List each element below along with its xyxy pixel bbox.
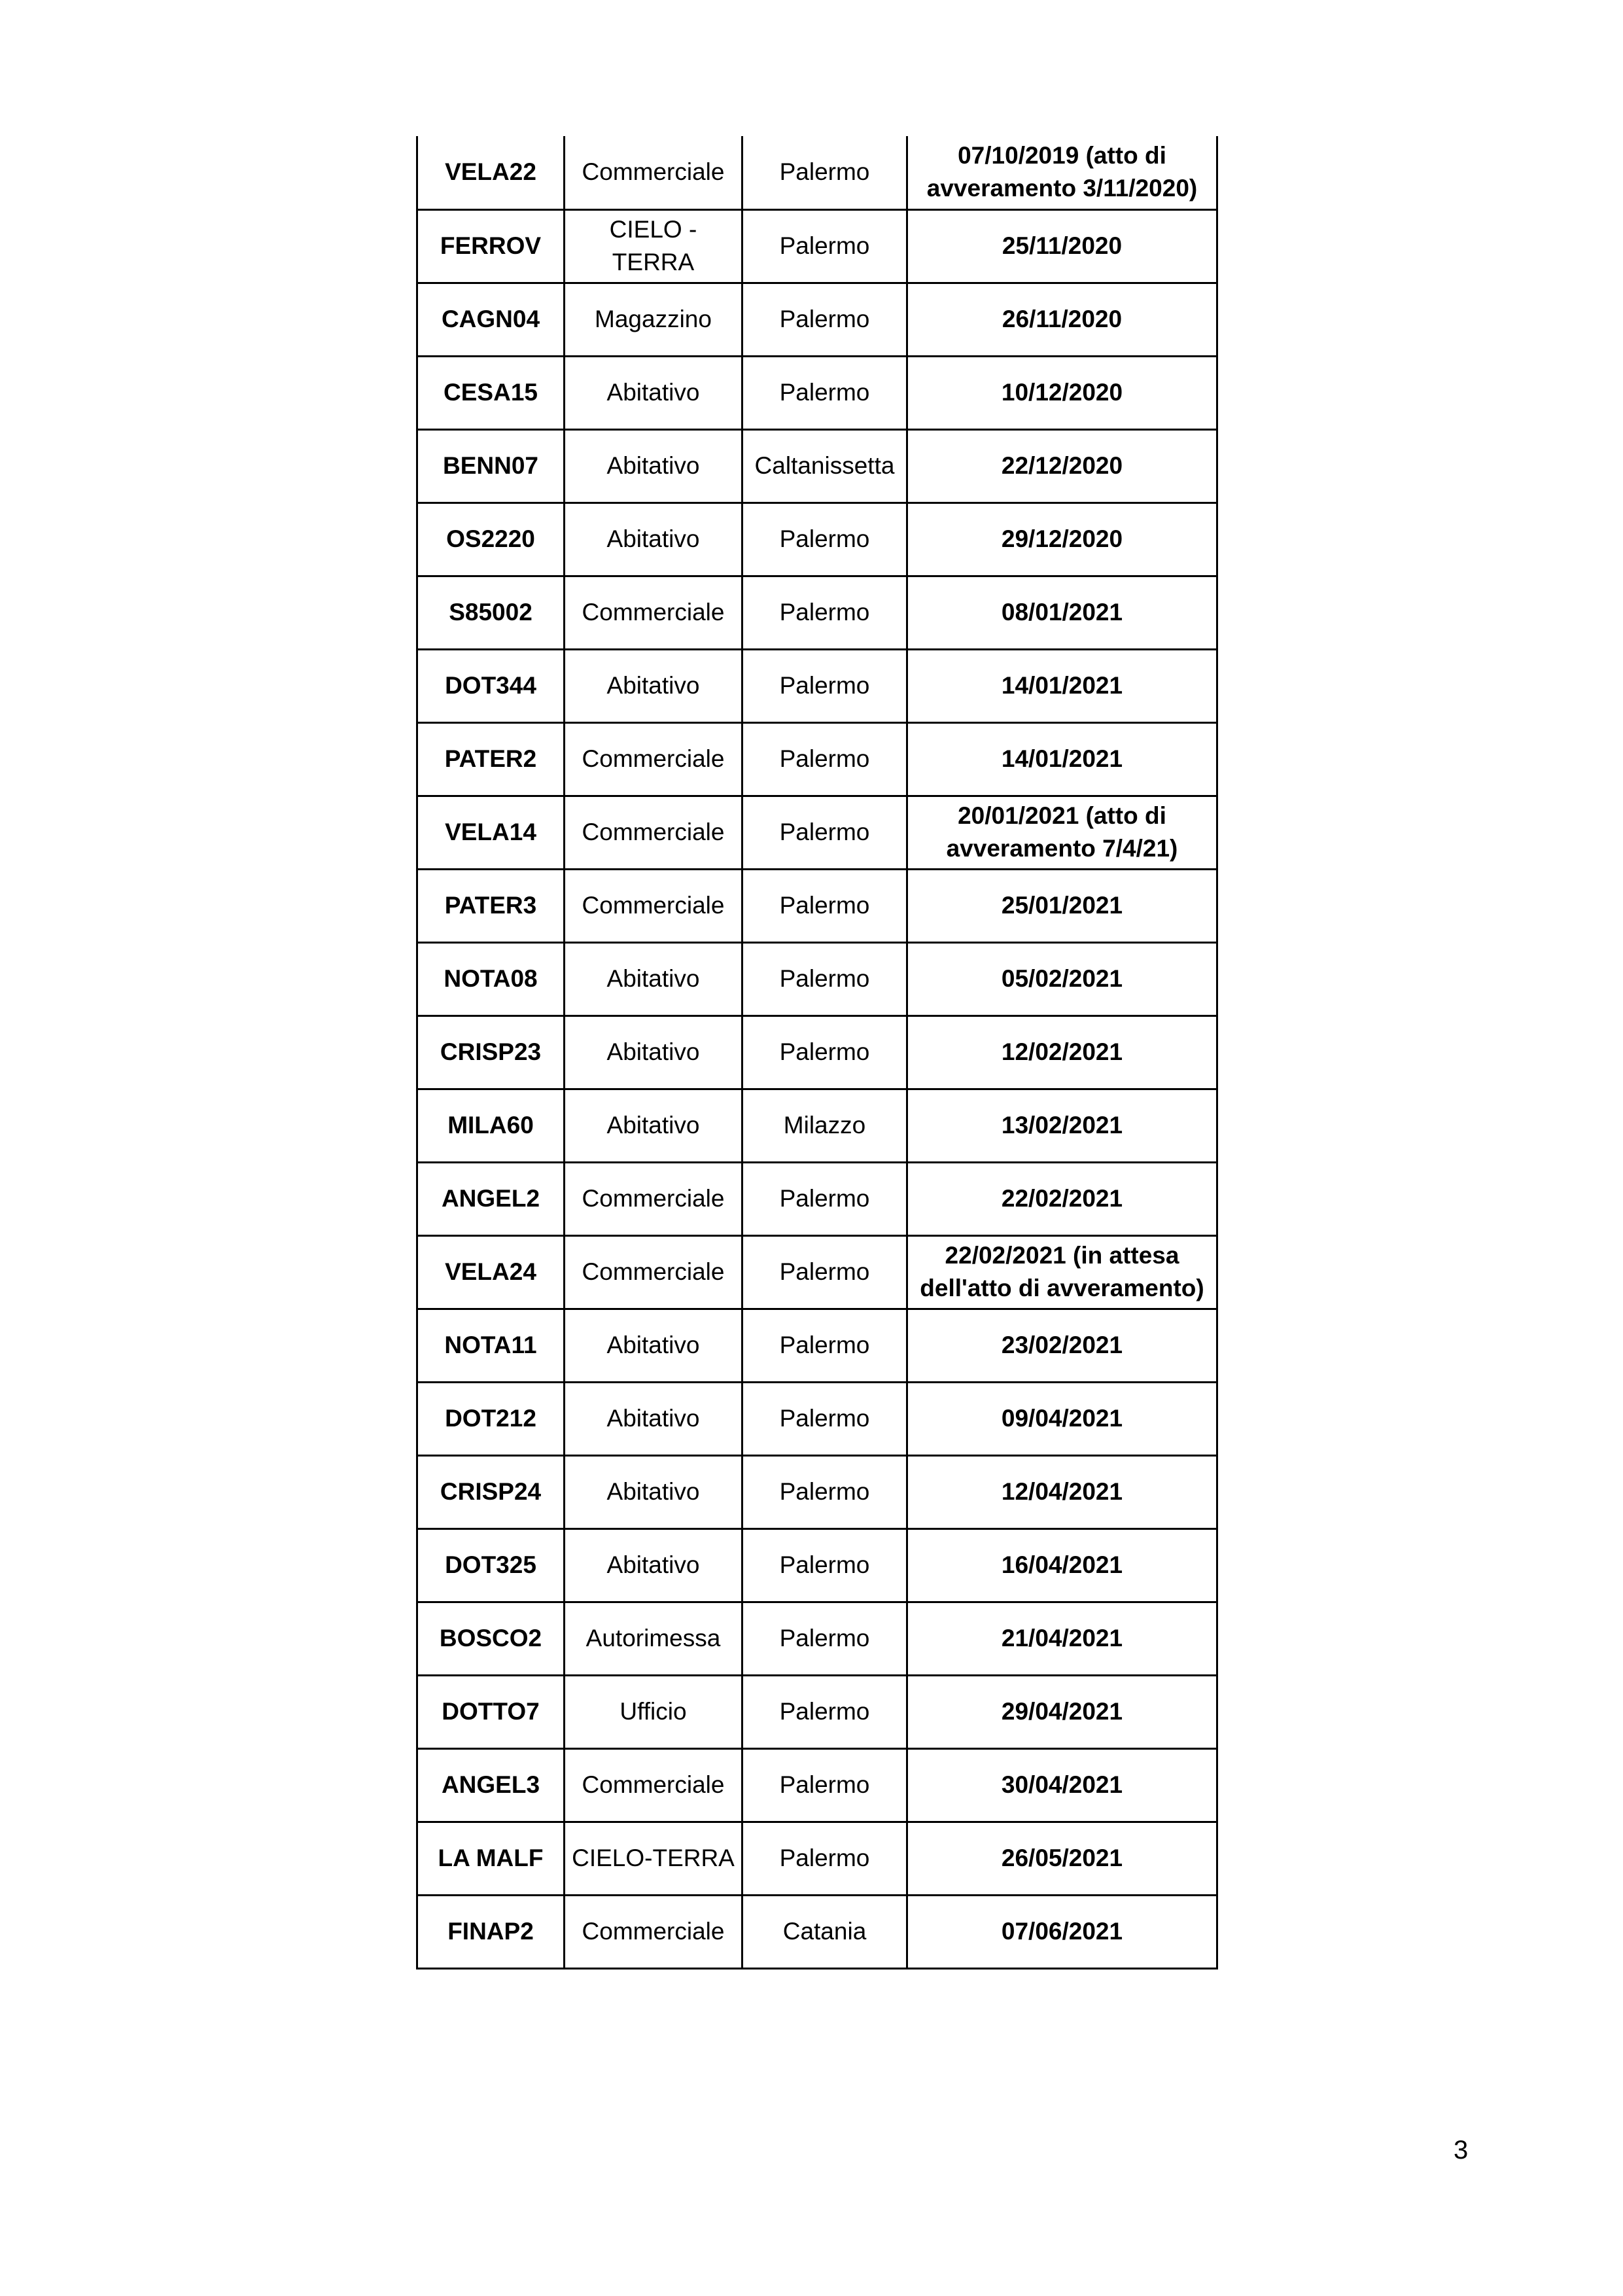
property-table (416, 136, 1218, 1969)
table-row (417, 1382, 1217, 1455)
code-cell: MILA60 (417, 1089, 565, 1162)
table-row (417, 1602, 1217, 1675)
type-cell: Abitativo (565, 1089, 742, 1162)
date-cell: 29/04/2021 (907, 1675, 1217, 1748)
type-cell: Abitativo (565, 503, 742, 576)
type-cell: Commerciale (565, 1895, 742, 1968)
table-row (417, 1309, 1217, 1382)
city-cell: Palermo (742, 1309, 907, 1382)
table-row (417, 1016, 1217, 1089)
date-cell: 20/01/2021 (atto di avveramento 7/4/21) (907, 796, 1217, 869)
city-cell: Palermo (742, 1602, 907, 1675)
date-cell: 05/02/2021 (907, 942, 1217, 1016)
type-cell: Commerciale (565, 576, 742, 649)
table-row (417, 429, 1217, 503)
code-cell: LA MALF (417, 1822, 565, 1895)
table-row (417, 1089, 1217, 1162)
code-cell: DOT212 (417, 1382, 565, 1455)
code-cell: DOTTO7 (417, 1675, 565, 1748)
type-cell: Abitativo (565, 1016, 742, 1089)
city-cell: Palermo (742, 1822, 907, 1895)
table-row (417, 356, 1217, 429)
date-cell: 22/02/2021 (907, 1162, 1217, 1235)
type-cell: Commerciale (565, 136, 742, 209)
city-cell: Palermo (742, 1675, 907, 1748)
table-row (417, 1235, 1217, 1309)
table-row (417, 869, 1217, 942)
table-row (417, 722, 1217, 796)
code-cell: BOSCO2 (417, 1602, 565, 1675)
city-cell: Palermo (742, 722, 907, 796)
code-cell: VELA14 (417, 796, 565, 869)
table-row (417, 283, 1217, 356)
code-cell: S85002 (417, 576, 565, 649)
table-row (417, 796, 1217, 869)
type-cell: CIELO-TERRA (565, 1822, 742, 1895)
type-cell: Commerciale (565, 1235, 742, 1309)
table-row (417, 209, 1217, 283)
code-cell: CESA15 (417, 356, 565, 429)
type-cell: Abitativo (565, 1382, 742, 1455)
date-cell: 25/11/2020 (907, 209, 1217, 283)
type-cell: Autorimessa (565, 1602, 742, 1675)
code-cell: CRISP24 (417, 1455, 565, 1528)
city-cell: Palermo (742, 356, 907, 429)
date-cell: 10/12/2020 (907, 356, 1217, 429)
table-row (417, 1162, 1217, 1235)
date-cell: 09/04/2021 (907, 1382, 1217, 1455)
type-cell: Abitativo (565, 356, 742, 429)
code-cell: NOTA11 (417, 1309, 565, 1382)
table-row (417, 1895, 1217, 1968)
date-cell: 22/02/2021 (in attesa dell'atto di avveramento) (907, 1235, 1217, 1309)
type-cell: Commerciale (565, 722, 742, 796)
type-cell: CIELO - TERRA (565, 209, 742, 283)
city-cell: Palermo (742, 1382, 907, 1455)
city-cell: Palermo (742, 1748, 907, 1822)
city-cell: Palermo (742, 209, 907, 283)
code-cell: DOT325 (417, 1528, 565, 1602)
code-cell: DOT344 (417, 649, 565, 722)
code-cell: OS2220 (417, 503, 565, 576)
code-cell: FINAP2 (417, 1895, 565, 1968)
type-cell: Abitativo (565, 1309, 742, 1382)
city-cell: Palermo (742, 649, 907, 722)
table-row (417, 576, 1217, 649)
city-cell: Palermo (742, 136, 907, 209)
city-cell: Palermo (742, 1528, 907, 1602)
date-cell: 14/01/2021 (907, 722, 1217, 796)
city-cell: Palermo (742, 1162, 907, 1235)
page-number: 3 (1454, 2136, 1469, 2164)
date-cell: 14/01/2021 (907, 649, 1217, 722)
date-cell: 08/01/2021 (907, 576, 1217, 649)
code-cell: ANGEL2 (417, 1162, 565, 1235)
city-cell: Palermo (742, 869, 907, 942)
table-body (417, 136, 1217, 1968)
code-cell: CRISP23 (417, 1016, 565, 1089)
type-cell: Abitativo (565, 649, 742, 722)
city-cell: Palermo (742, 1235, 907, 1309)
date-cell: 16/04/2021 (907, 1528, 1217, 1602)
table-row (417, 503, 1217, 576)
date-cell: 26/11/2020 (907, 283, 1217, 356)
date-cell: 26/05/2021 (907, 1822, 1217, 1895)
city-cell: Palermo (742, 1455, 907, 1528)
type-cell: Commerciale (565, 869, 742, 942)
table-row (417, 1822, 1217, 1895)
type-cell: Commerciale (565, 796, 742, 869)
code-cell: FERROV (417, 209, 565, 283)
date-cell: 22/12/2020 (907, 429, 1217, 503)
date-cell: 12/04/2021 (907, 1455, 1217, 1528)
code-cell: VELA24 (417, 1235, 565, 1309)
code-cell: PATER3 (417, 869, 565, 942)
type-cell: Abitativo (565, 429, 742, 503)
type-cell: Commerciale (565, 1162, 742, 1235)
type-cell: Commerciale (565, 1748, 742, 1822)
type-cell: Abitativo (565, 1528, 742, 1602)
date-cell: 30/04/2021 (907, 1748, 1217, 1822)
date-cell: 25/01/2021 (907, 869, 1217, 942)
city-cell: Palermo (742, 576, 907, 649)
type-cell: Abitativo (565, 942, 742, 1016)
table-row (417, 1528, 1217, 1602)
city-cell: Palermo (742, 796, 907, 869)
table-row (417, 136, 1217, 209)
date-cell: 29/12/2020 (907, 503, 1217, 576)
type-cell: Ufficio (565, 1675, 742, 1748)
date-cell: 07/10/2019 (atto di avveramento 3/11/2020) (907, 136, 1217, 209)
city-cell: Palermo (742, 283, 907, 356)
code-cell: ANGEL3 (417, 1748, 565, 1822)
city-cell: Milazzo (742, 1089, 907, 1162)
code-cell: NOTA08 (417, 942, 565, 1016)
code-cell: BENN07 (417, 429, 565, 503)
type-cell: Magazzino (565, 283, 742, 356)
code-cell: CAGN04 (417, 283, 565, 356)
date-cell: 23/02/2021 (907, 1309, 1217, 1382)
city-cell: Palermo (742, 1016, 907, 1089)
table-row (417, 1455, 1217, 1528)
code-cell: VELA22 (417, 136, 565, 209)
date-cell: 21/04/2021 (907, 1602, 1217, 1675)
table-row (417, 1748, 1217, 1822)
table-row (417, 1675, 1217, 1748)
city-cell: Palermo (742, 503, 907, 576)
type-cell: Abitativo (565, 1455, 742, 1528)
date-cell: 13/02/2021 (907, 1089, 1217, 1162)
city-cell: Caltanissetta (742, 429, 907, 503)
city-cell: Palermo (742, 942, 907, 1016)
table-row (417, 649, 1217, 722)
date-cell: 07/06/2021 (907, 1895, 1217, 1968)
code-cell: PATER2 (417, 722, 565, 796)
table-row (417, 942, 1217, 1016)
city-cell: Catania (742, 1895, 907, 1968)
date-cell: 12/02/2021 (907, 1016, 1217, 1089)
